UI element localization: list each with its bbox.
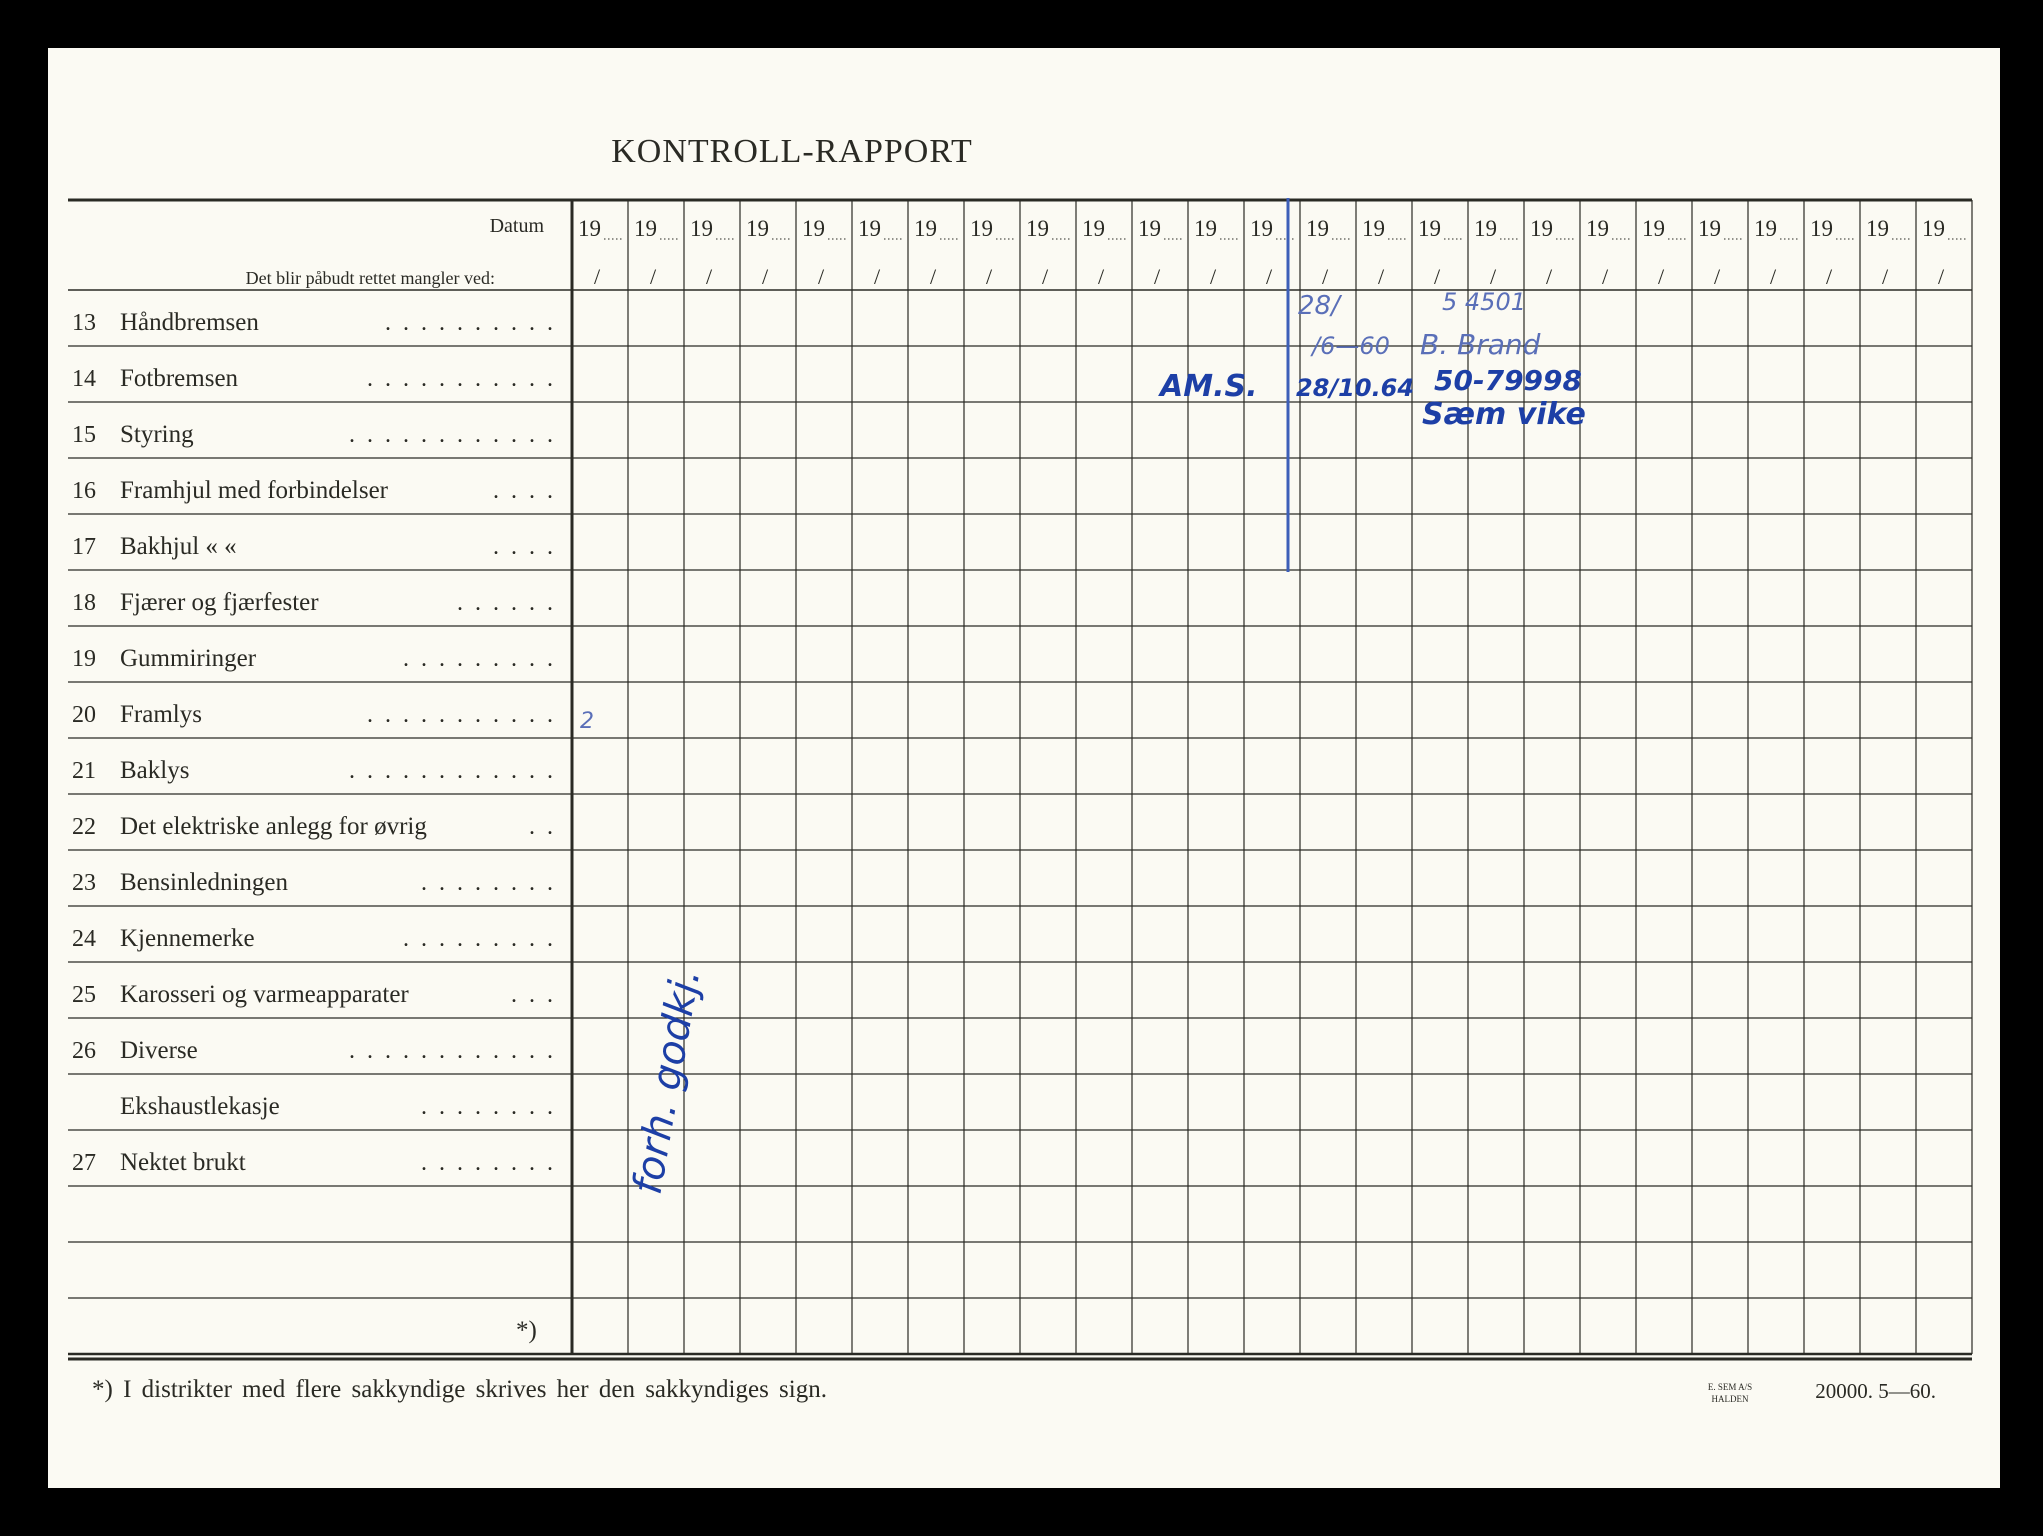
column-year-label: 19 <box>1754 216 1777 241</box>
row-label: Framlys <box>120 701 202 728</box>
kontroll-rapport-form <box>48 48 2000 1488</box>
column-year-label: 19 <box>578 216 601 241</box>
entry2-initials: AM.S. <box>1160 369 1258 404</box>
column-year-label: 19 <box>634 216 657 241</box>
column-year-label: 19 <box>1810 216 1833 241</box>
row-number: 24 <box>72 926 96 952</box>
row-dots: . . <box>529 814 556 840</box>
column-year-label: 19 <box>1250 216 1273 241</box>
row-dots: . . . . . . . . <box>421 1094 556 1120</box>
print-code: 20000. 5—60. <box>1815 1379 1936 1403</box>
row-label: Bensinledningen <box>120 869 289 896</box>
entry1-sig-a: 5 4501 <box>1442 288 1526 316</box>
column-slash: / <box>1601 264 1609 289</box>
header-datum: Datum <box>489 215 544 237</box>
column-slash: / <box>1377 264 1385 289</box>
row-dots: . . . . . . . . . . . <box>367 366 556 392</box>
column-year-label: 19 <box>858 216 881 241</box>
row-label: Håndbremsen <box>120 309 259 336</box>
row-number: 17 <box>72 534 96 560</box>
column-year-label: 19 <box>1026 216 1049 241</box>
column-year-label: 19 <box>1306 216 1329 241</box>
column-slash: / <box>817 264 825 289</box>
row-dots: . . . . <box>493 534 556 560</box>
form-title: KONTROLL-RAPPORT <box>611 133 973 170</box>
row-number: 16 <box>72 478 96 504</box>
column-year-label: 19 <box>746 216 769 241</box>
row-dots: . . . <box>511 982 556 1008</box>
row-label: Fjærer og fjærfester <box>120 589 319 616</box>
handwritten-entries <box>580 198 1586 1198</box>
row-dots: . . . . . . . . . . . . <box>349 758 556 784</box>
column-slash: / <box>1489 264 1497 289</box>
column-slash: / <box>1825 264 1833 289</box>
column-slash: / <box>1321 264 1329 289</box>
row-label: Det elektriske anlegg for øvrig <box>120 813 427 840</box>
row-dots: . . . . . . . . <box>421 870 556 896</box>
column-slash: / <box>929 264 937 289</box>
row-label: *) <box>516 1317 537 1344</box>
row-label: Baklys <box>120 757 190 784</box>
column-slash: / <box>1937 264 1945 289</box>
row-number: 22 <box>72 814 96 840</box>
row-labels <box>72 309 556 1344</box>
report-card <box>48 48 2000 1488</box>
row-dots: . . . . . . . . <box>421 1150 556 1176</box>
row-number: 25 <box>72 982 96 1008</box>
row-dots: . . . . . . . . . . <box>385 310 556 336</box>
row-dots: . . . . . . . . . . . . <box>349 422 556 448</box>
column-year-label: 19 <box>1866 216 1889 241</box>
row-number: 20 <box>72 702 96 728</box>
vertical-note: forh. godkj. <box>624 965 710 1198</box>
column-year-label: 19 <box>1922 216 1945 241</box>
row-dots: . . . . . . . . . <box>403 646 556 672</box>
column-slash: / <box>1209 264 1217 289</box>
row-number: 23 <box>72 870 96 896</box>
column-slash: / <box>1545 264 1553 289</box>
column-year-label: 19 <box>1194 216 1217 241</box>
row-label: Ekshaustlekasje <box>120 1093 280 1120</box>
column-year-label: 19 <box>802 216 825 241</box>
row-number: 18 <box>72 590 96 616</box>
row-dots: . . . . . . . . . . . <box>367 702 556 728</box>
column-headers <box>578 216 1968 289</box>
row-dots: . . . . <box>493 478 556 504</box>
row-number: 26 <box>72 1038 96 1064</box>
column-slash: / <box>985 264 993 289</box>
entry1-date-a: 28/ <box>1298 291 1340 321</box>
column-year-label: 19 <box>1586 216 1609 241</box>
row-label: Diverse <box>120 1037 198 1064</box>
printer-line1: E. SEM A/S <box>1707 1382 1753 1392</box>
column-slash: / <box>873 264 881 289</box>
column-slash: / <box>1097 264 1105 289</box>
row-label: Bakhjul « « <box>120 533 237 560</box>
column-year-label: 19 <box>970 216 993 241</box>
row-label: Styring <box>120 421 194 448</box>
entry2-date: 28/10.64 <box>1296 374 1415 402</box>
column-slash: / <box>761 264 769 289</box>
printer-line2: HALDEN <box>1711 1394 1749 1404</box>
row-number: 13 <box>72 310 96 336</box>
column-slash: / <box>1153 264 1161 289</box>
column-year-label: 19 <box>1138 216 1161 241</box>
column-slash: / <box>1769 264 1777 289</box>
row-label: Karosseri og varmeapparater <box>120 981 409 1008</box>
column-slash: / <box>1713 264 1721 289</box>
column-slash: / <box>1433 264 1441 289</box>
column-slash: / <box>1657 264 1665 289</box>
column-slash: / <box>649 264 657 289</box>
column-year-label: 19 <box>914 216 937 241</box>
row-number: 19 <box>72 646 96 672</box>
row-dots: . . . . . . . . . <box>403 926 556 952</box>
row-dots: . . . . . . <box>457 590 556 616</box>
row-number: 21 <box>72 758 96 784</box>
column-slash: / <box>705 264 713 289</box>
row-label: Kjennemerke <box>120 925 255 952</box>
column-year-label: 19 <box>1530 216 1553 241</box>
footnote: *) I distrikter med flere sakkyndige skrives her den sakkyndiges sign. <box>92 1376 827 1403</box>
column-year-label: 19 <box>1362 216 1385 241</box>
row-label: Nektet brukt <box>120 1149 246 1176</box>
row-label: Gummiringer <box>120 645 257 672</box>
column-slash: / <box>1265 264 1273 289</box>
entry2-signature: Sæm vike <box>1422 397 1586 432</box>
entry1-sig-b: B. Brand <box>1420 328 1541 361</box>
column-year-label: 19 <box>1642 216 1665 241</box>
column-year-label: 19 <box>1698 216 1721 241</box>
row-number: 27 <box>72 1150 96 1176</box>
column-year-label: 19 <box>1082 216 1105 241</box>
column-slash: / <box>1041 264 1049 289</box>
column-year-label: 19 <box>690 216 713 241</box>
entry2-number: 50-79998 <box>1434 364 1582 397</box>
row-dots: . . . . . . . . . . . . <box>349 1038 556 1064</box>
column-year-label: 19 <box>1474 216 1497 241</box>
column-slash: / <box>593 264 601 289</box>
column-slash: / <box>1881 264 1889 289</box>
small-mark: 2 <box>580 709 594 734</box>
row-label: Framhjul med forbindelser <box>120 477 388 504</box>
header-subtitle: Det blir påbudt rettet mangler ved: <box>245 268 495 288</box>
entry1-date-b: /6—60 <box>1312 332 1390 360</box>
row-number: 15 <box>72 422 96 448</box>
row-label: Fotbremsen <box>120 365 239 392</box>
row-number: 14 <box>72 366 96 392</box>
column-year-label: 19 <box>1418 216 1441 241</box>
